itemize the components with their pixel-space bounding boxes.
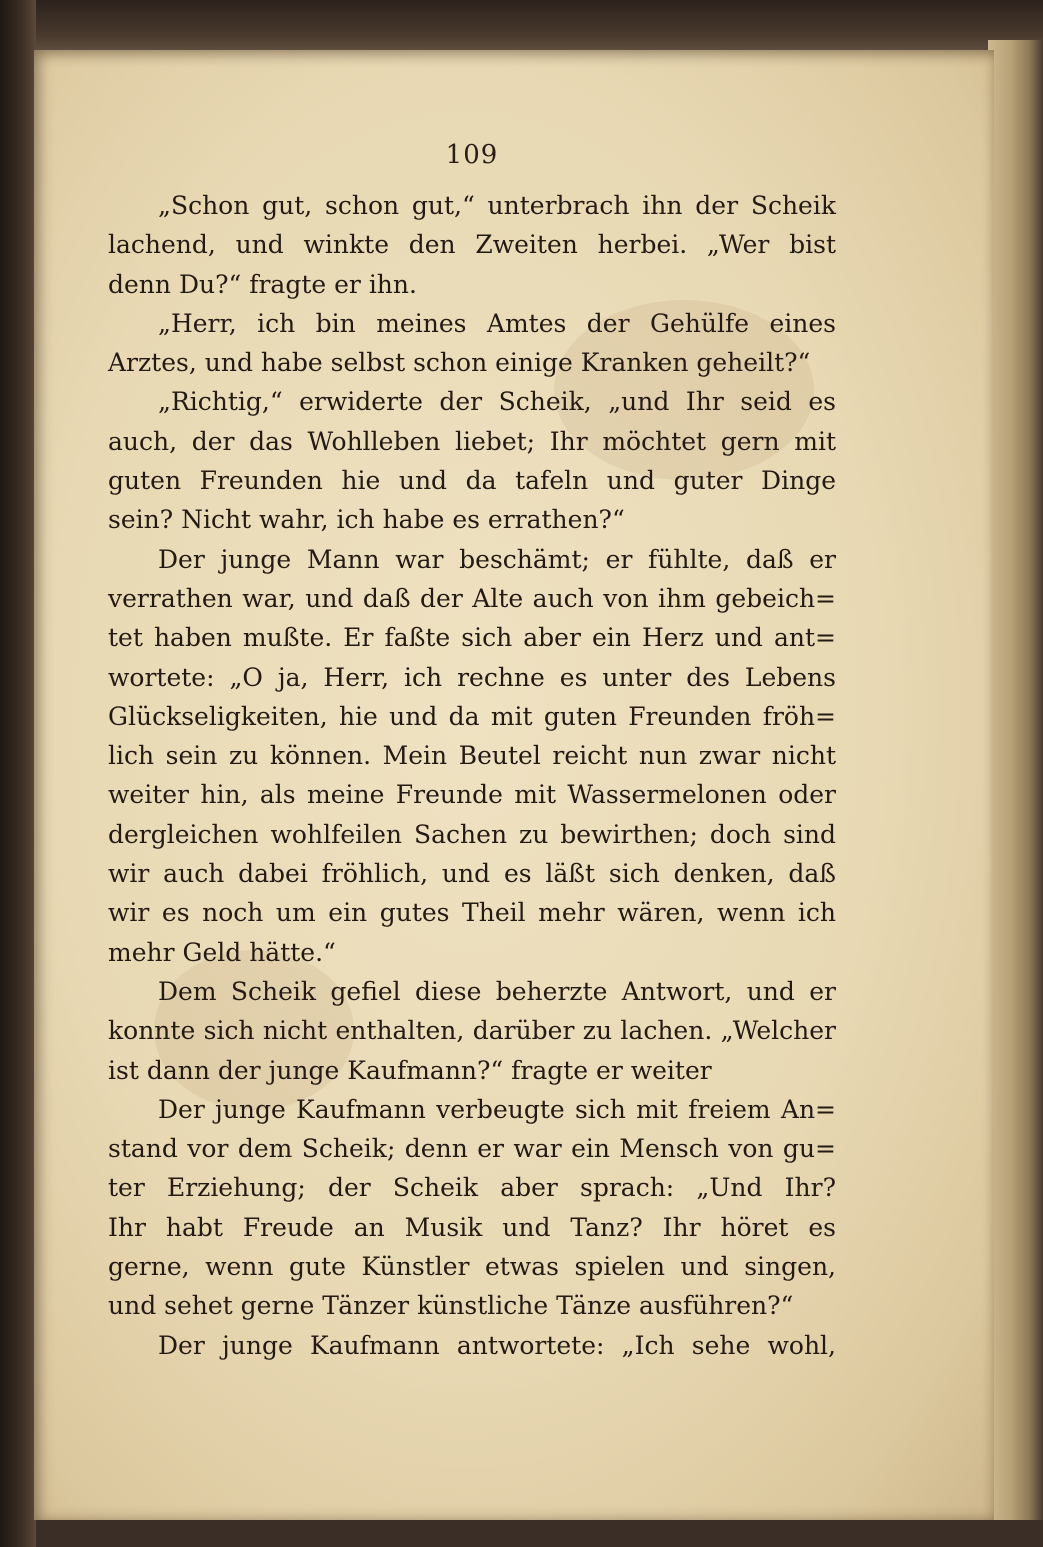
- text-line: Ihr habt Freude an Musik und Tanz? Ihr höret es: [108, 1212, 836, 1242]
- text-line: guten Freunden hie und da tafeln und guter Dinge: [108, 466, 836, 496]
- text-line: lich sein zu können. Mein Beutel reicht nun zwar nicht: [108, 741, 836, 771]
- text-line: Arztes, und habe selbst schon einige Kranken geheilt?“: [108, 348, 811, 378]
- text-line: lachend, und winkte den Zweiten herbei. „Wer bist: [108, 230, 836, 260]
- page-number: 109: [445, 140, 499, 170]
- body-text: [108, 186, 836, 1365]
- text-line: konnte sich nicht enthalten, darüber zu lachen. „Welcher: [108, 1016, 836, 1046]
- text-line: „Richtig,“ erwiderte der Scheik, „und Ihr seid es: [158, 387, 836, 417]
- text-line: verrathen war, und daß der Alte auch von ihm gebeich=: [108, 583, 836, 613]
- text-line: ist dann der junge Kaufmann?“ fragte er weiter: [108, 1055, 712, 1085]
- text-line: wir es noch um ein gutes Theil mehr wären, wenn ich: [108, 898, 836, 928]
- text-line: dergleichen wohlfeilen Sachen zu bewirthen; doch sind: [108, 819, 836, 849]
- text-line: gerne, wenn gute Künstler etwas spielen und singen,: [108, 1252, 836, 1282]
- book-binding-left: [0, 0, 36, 1547]
- text-line: weiter hin, als meine Freunde mit Wassermelonen oder: [108, 780, 836, 810]
- text-line: „Schon gut, schon gut,“ unterbrach ihn der Scheik: [158, 191, 836, 220]
- text-line: wir auch dabei fröhlich, und es läßt sich denken, daß: [108, 859, 836, 889]
- text-line: auch, der das Wohlleben liebet; Ihr möchtet gern mit: [108, 426, 836, 456]
- text-line: Glückseligkeiten, hie und da mit guten Freunden fröh=: [108, 701, 836, 731]
- text-line: Der junge Kaufmann verbeugte sich mit freiem An=: [158, 1094, 836, 1124]
- page-stack-edge: [988, 40, 1043, 1520]
- text-line: tet haben mußte. Er faßte sich aber ein Herz und ant=: [108, 623, 836, 653]
- text-line: denn Du?“ fragte er ihn.: [108, 269, 417, 299]
- text-line: sein? Nicht wahr, ich habe es errathen?“: [108, 505, 625, 535]
- text-line: „Herr, ich bin meines Amtes der Gehülfe eines: [158, 308, 836, 338]
- text-line: stand vor dem Scheik; denn er war ein Mensch von gu=: [108, 1134, 836, 1164]
- text-line: mehr Geld hätte.“: [108, 937, 336, 967]
- text-line: wortete: „O ja, Herr, ich rechne es unter des Lebens: [108, 662, 836, 692]
- text-line: Dem Scheik gefiel diese beherzte Antwort, und er: [158, 976, 836, 1006]
- text-line: ter Erziehung; der Scheik aber sprach: „Und Ihr?: [108, 1173, 836, 1203]
- text-line: Der junge Mann war beschämt; er fühlte, daß er: [158, 544, 836, 574]
- text-line: und sehet gerne Tänzer künstliche Tänze ausführen?“: [108, 1291, 794, 1321]
- text-line: Der junge Kaufmann antwortete: „Ich sehe wohl,: [158, 1330, 836, 1360]
- book-page: [34, 50, 994, 1520]
